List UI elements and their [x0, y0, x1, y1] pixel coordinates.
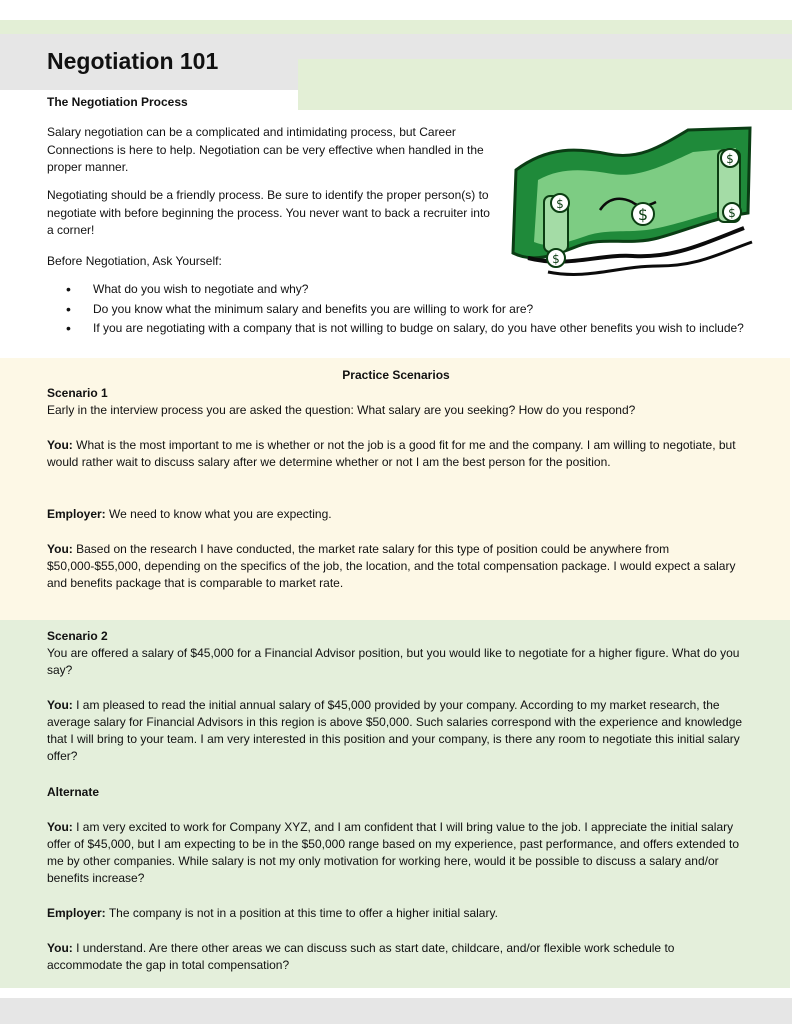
scenario2-final-you-response: [47, 940, 747, 974]
practice-scenarios-title: Practice Scenarios: [342, 368, 450, 382]
dollar-sign-icon: $: [552, 252, 560, 266]
intro-paragraph-2: Negotiating should be a friendly process. Be sure to identify the proper person(s) to negotiate with before beginning the process. You never want to back a recruiter into a corner!: [47, 188, 490, 237]
list-item: • Do you know what the minimum salary and benefits you are willing to work for are?: [66, 301, 756, 319]
bottom-bar: [0, 998, 792, 1024]
scenario2-employer-response: [47, 905, 747, 922]
speaker-label: Employer:: [47, 507, 106, 521]
scenario1-you-followup: [47, 541, 747, 592]
speaker-label: You:: [47, 542, 73, 556]
response-text: Based on the research I have conducted, the market rate salary for this type of position could be anywhere from $50,000-$55,000, depending on the specifics of the job, the location, and the total compensation package. I would expect a salary and benefits package that is comparable to market rate.: [47, 542, 736, 590]
top-accent-band: [0, 20, 792, 34]
title-accent-block: [298, 59, 792, 110]
scenario2-prompt: You are offered a salary of $45,000 for a Financial Advisor position, but you would like to negotiate for a higher figure. What do you say?: [47, 646, 740, 677]
response-text: I am pleased to read the initial annual salary of $45,000 provided by your company. According to my market research, the average salary for Financial Advisors in this region is above $50,000. Such salaries correspond with the experience and knowledge that I will bring to your team. I am very interested in this position and your company, is there any room to negotiate this initial salary offer?: [47, 698, 743, 763]
question-list: [66, 281, 756, 340]
response-text: We need to know what you are expecting.: [109, 507, 332, 521]
scenario2-heading: Scenario 2: [47, 629, 108, 643]
response-text: The company is not in a position at this time to offer a higher initial salary.: [108, 906, 498, 920]
list-item: • What do you wish to negotiate and why?: [66, 281, 756, 299]
speaker-label: You:: [47, 438, 73, 452]
scenario2-you-response: [47, 697, 747, 765]
dollar-sign-icon: $: [556, 197, 564, 211]
speaker-label: Employer:: [47, 906, 106, 920]
speaker-label: You:: [47, 941, 73, 955]
intro-paragraph-1: Salary negotiation can be a complicated and intimidating process, but Career Connections is here to help. Negotiation can be very effective when handled in the proper manner.: [47, 125, 484, 174]
scenario1-prompt: Early in the interview process you are asked the question: What salary are you seeking? How do you respond?: [47, 403, 636, 417]
response-text: I understand. Are there other areas we can discuss such as start date, childcare, and/or flexible work schedule to accommodate the gap in total compensation?: [47, 941, 675, 972]
response-text: I am very excited to work for Company XYZ, and I am confident that I will bring value to the job. I appreciate the initial salary offer of $45,000, but I am expecting to be in the $50,000 range based on my experience, past performance, and offers extended to me by other companies. While salary is not my only motivation for working here, would it be possible to discuss a salary and/or benefits increase?: [47, 820, 740, 885]
page-title: Negotiation 101: [47, 48, 219, 74]
dollar-sign-icon: $: [728, 206, 736, 220]
speaker-label: You:: [47, 820, 73, 834]
dollar-sign-icon: $: [726, 152, 734, 166]
scenario1-you-response: [47, 437, 747, 471]
scenario1-employer-response: [47, 506, 747, 523]
dollar-sign-icon: $: [637, 205, 649, 224]
list-item: • If you are negotiating with a company that is not willing to budge on salary, do you have other benefits you wish to include?: [66, 320, 756, 338]
before-negotiation-heading: Before Negotiation, Ask Yourself:: [47, 254, 222, 268]
alternate-heading: Alternate: [47, 785, 100, 799]
dollar-bill-illustration: [508, 118, 758, 278]
response-text: What is the most important to me is whether or not the job is a good fit for me and the company. I am willing to negotiate, but would rather wait to discuss salary after we determine whether or not I am the best person for the position.: [47, 438, 736, 469]
alternate-you-response: [47, 819, 747, 887]
section-subtitle: The Negotiation Process: [47, 95, 188, 109]
scenario1-heading: Scenario 1: [47, 386, 108, 400]
speaker-label: You:: [47, 698, 73, 712]
